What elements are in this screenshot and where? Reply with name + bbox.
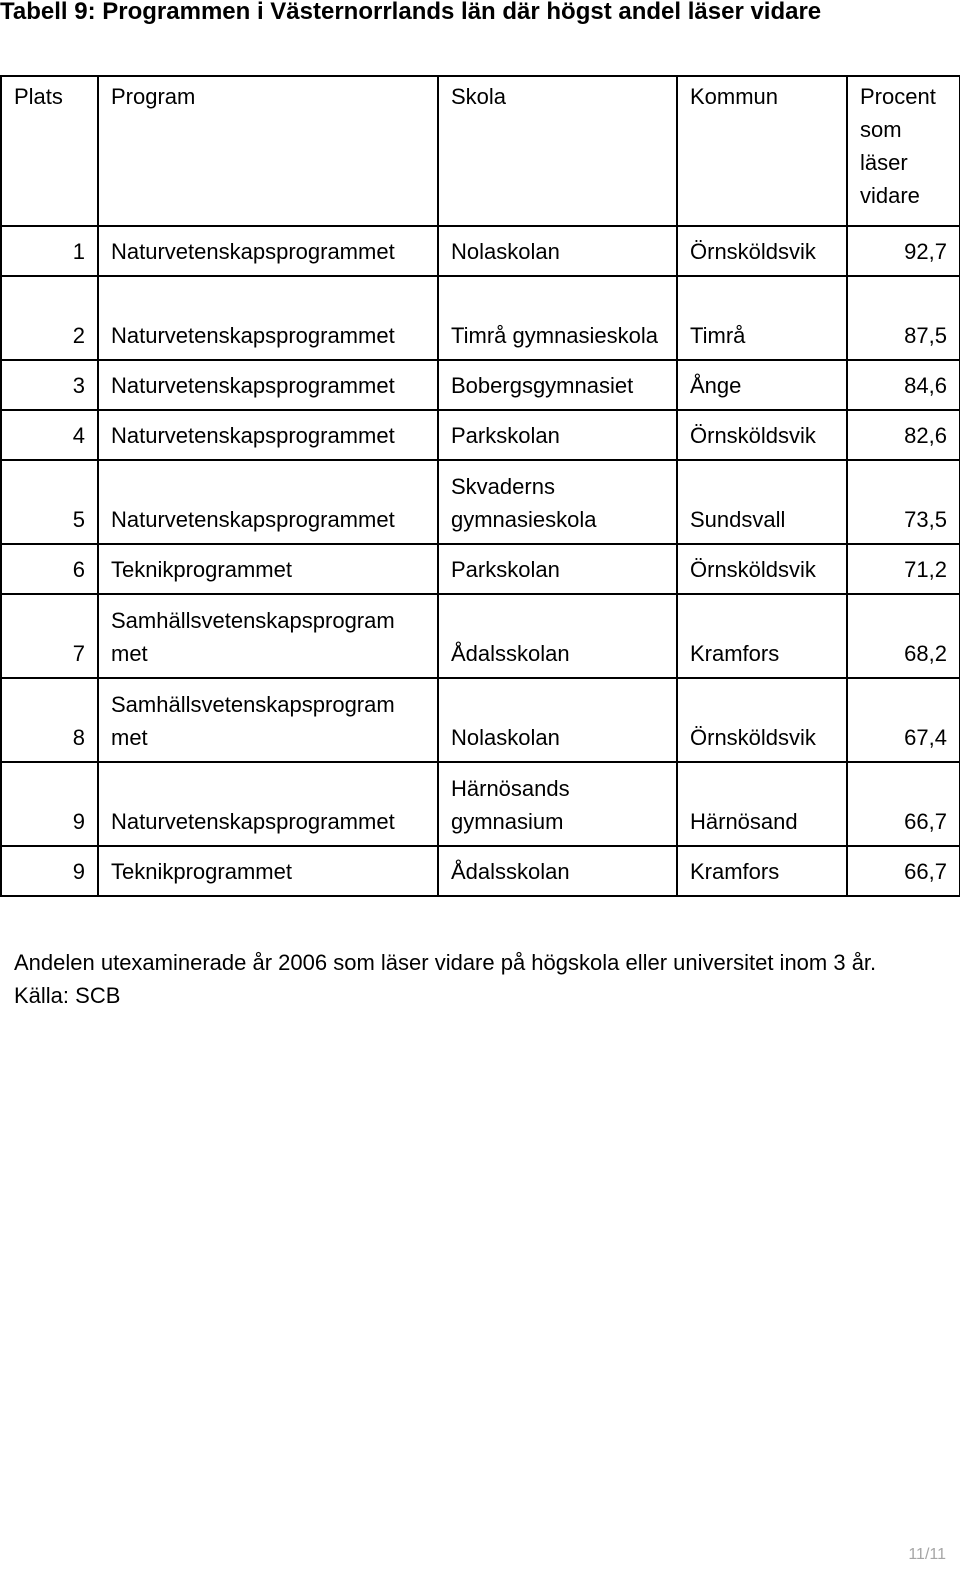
cell-skola: Timrå gymnasieskola [438,276,677,360]
cell-plats: 9 [1,846,98,896]
header-procent: Procent som läser vidare [847,76,960,226]
cell-procent: 66,7 [847,846,960,896]
cell-procent: 68,2 [847,594,960,678]
cell-program: Naturvetenskapsprogrammet [98,762,438,846]
cell-kommun: Örnsköldsvik [677,226,847,276]
cell-procent: 71,2 [847,544,960,594]
cell-plats: 3 [1,360,98,410]
cell-program: Samhällsvetenskapsprogram met [98,594,438,678]
cell-plats: 6 [1,544,98,594]
cell-procent: 87,5 [847,276,960,360]
cell-skola: Parkskolan [438,410,677,460]
cell-kommun: Kramfors [677,846,847,896]
table-row [1,594,960,678]
cell-procent: 82,6 [847,410,960,460]
table-row [1,360,960,410]
cell-procent: 84,6 [847,360,960,410]
cell-skola: Nolaskolan [438,678,677,762]
table-row [1,762,960,846]
table-row [1,460,960,544]
header-program: Program [98,76,438,226]
cell-kommun: Örnsköldsvik [677,544,847,594]
footnote-source: Källa: SCB [14,983,121,1008]
cell-kommun: Kramfors [677,594,847,678]
table-row [1,678,960,762]
header-plats: Plats [1,76,98,226]
cell-procent: 73,5 [847,460,960,544]
table-row [1,276,960,360]
table-row [1,544,960,594]
page-number: 11/11 [908,1546,946,1563]
table-row [1,410,960,460]
cell-program: Naturvetenskapsprogrammet [98,226,438,276]
cell-kommun: Sundsvall [677,460,847,544]
cell-plats: 7 [1,594,98,678]
cell-procent: 66,7 [847,762,960,846]
results-table [0,75,960,897]
cell-program: Naturvetenskapsprogrammet [98,360,438,410]
footnote [14,946,876,1012]
cell-plats: 2 [1,276,98,360]
cell-kommun: Timrå [677,276,847,360]
cell-procent: 67,4 [847,678,960,762]
cell-program: Naturvetenskapsprogrammet [98,460,438,544]
cell-kommun: Ånge [677,360,847,410]
cell-skola: Parkskolan [438,544,677,594]
header-kommun: Kommun [677,76,847,226]
cell-kommun: Örnsköldsvik [677,678,847,762]
cell-plats: 8 [1,678,98,762]
page-title: Tabell 9: Programmen i Västernorrlands län där högst andel läser vidare [0,0,822,25]
footnote-description: Andelen utexaminerade år 2006 som läser vidare på högskola eller universitet inom 3 år. [14,950,877,975]
header-skola: Skola [438,76,677,226]
cell-kommun: Örnsköldsvik [677,410,847,460]
cell-skola: Ådalsskolan [438,846,677,896]
cell-kommun: Härnösand [677,762,847,846]
cell-program: Naturvetenskapsprogrammet [98,410,438,460]
cell-program: Naturvetenskapsprogrammet [98,276,438,360]
table-header-row [1,76,960,226]
cell-skola: Nolaskolan [438,226,677,276]
cell-plats: 4 [1,410,98,460]
cell-plats: 5 [1,460,98,544]
cell-program: Teknikprogrammet [98,544,438,594]
cell-procent: 92,7 [847,226,960,276]
cell-plats: 1 [1,226,98,276]
table-row [1,226,960,276]
cell-program: Samhällsvetenskapsprogram met [98,678,438,762]
cell-plats: 9 [1,762,98,846]
cell-skola: Ådalsskolan [438,594,677,678]
cell-skola: Skvaderns gymnasieskola [438,460,677,544]
cell-program: Teknikprogrammet [98,846,438,896]
table-row [1,846,960,896]
cell-skola: Bobergsgymnasiet [438,360,677,410]
cell-skola: Härnösands gymnasium [438,762,677,846]
